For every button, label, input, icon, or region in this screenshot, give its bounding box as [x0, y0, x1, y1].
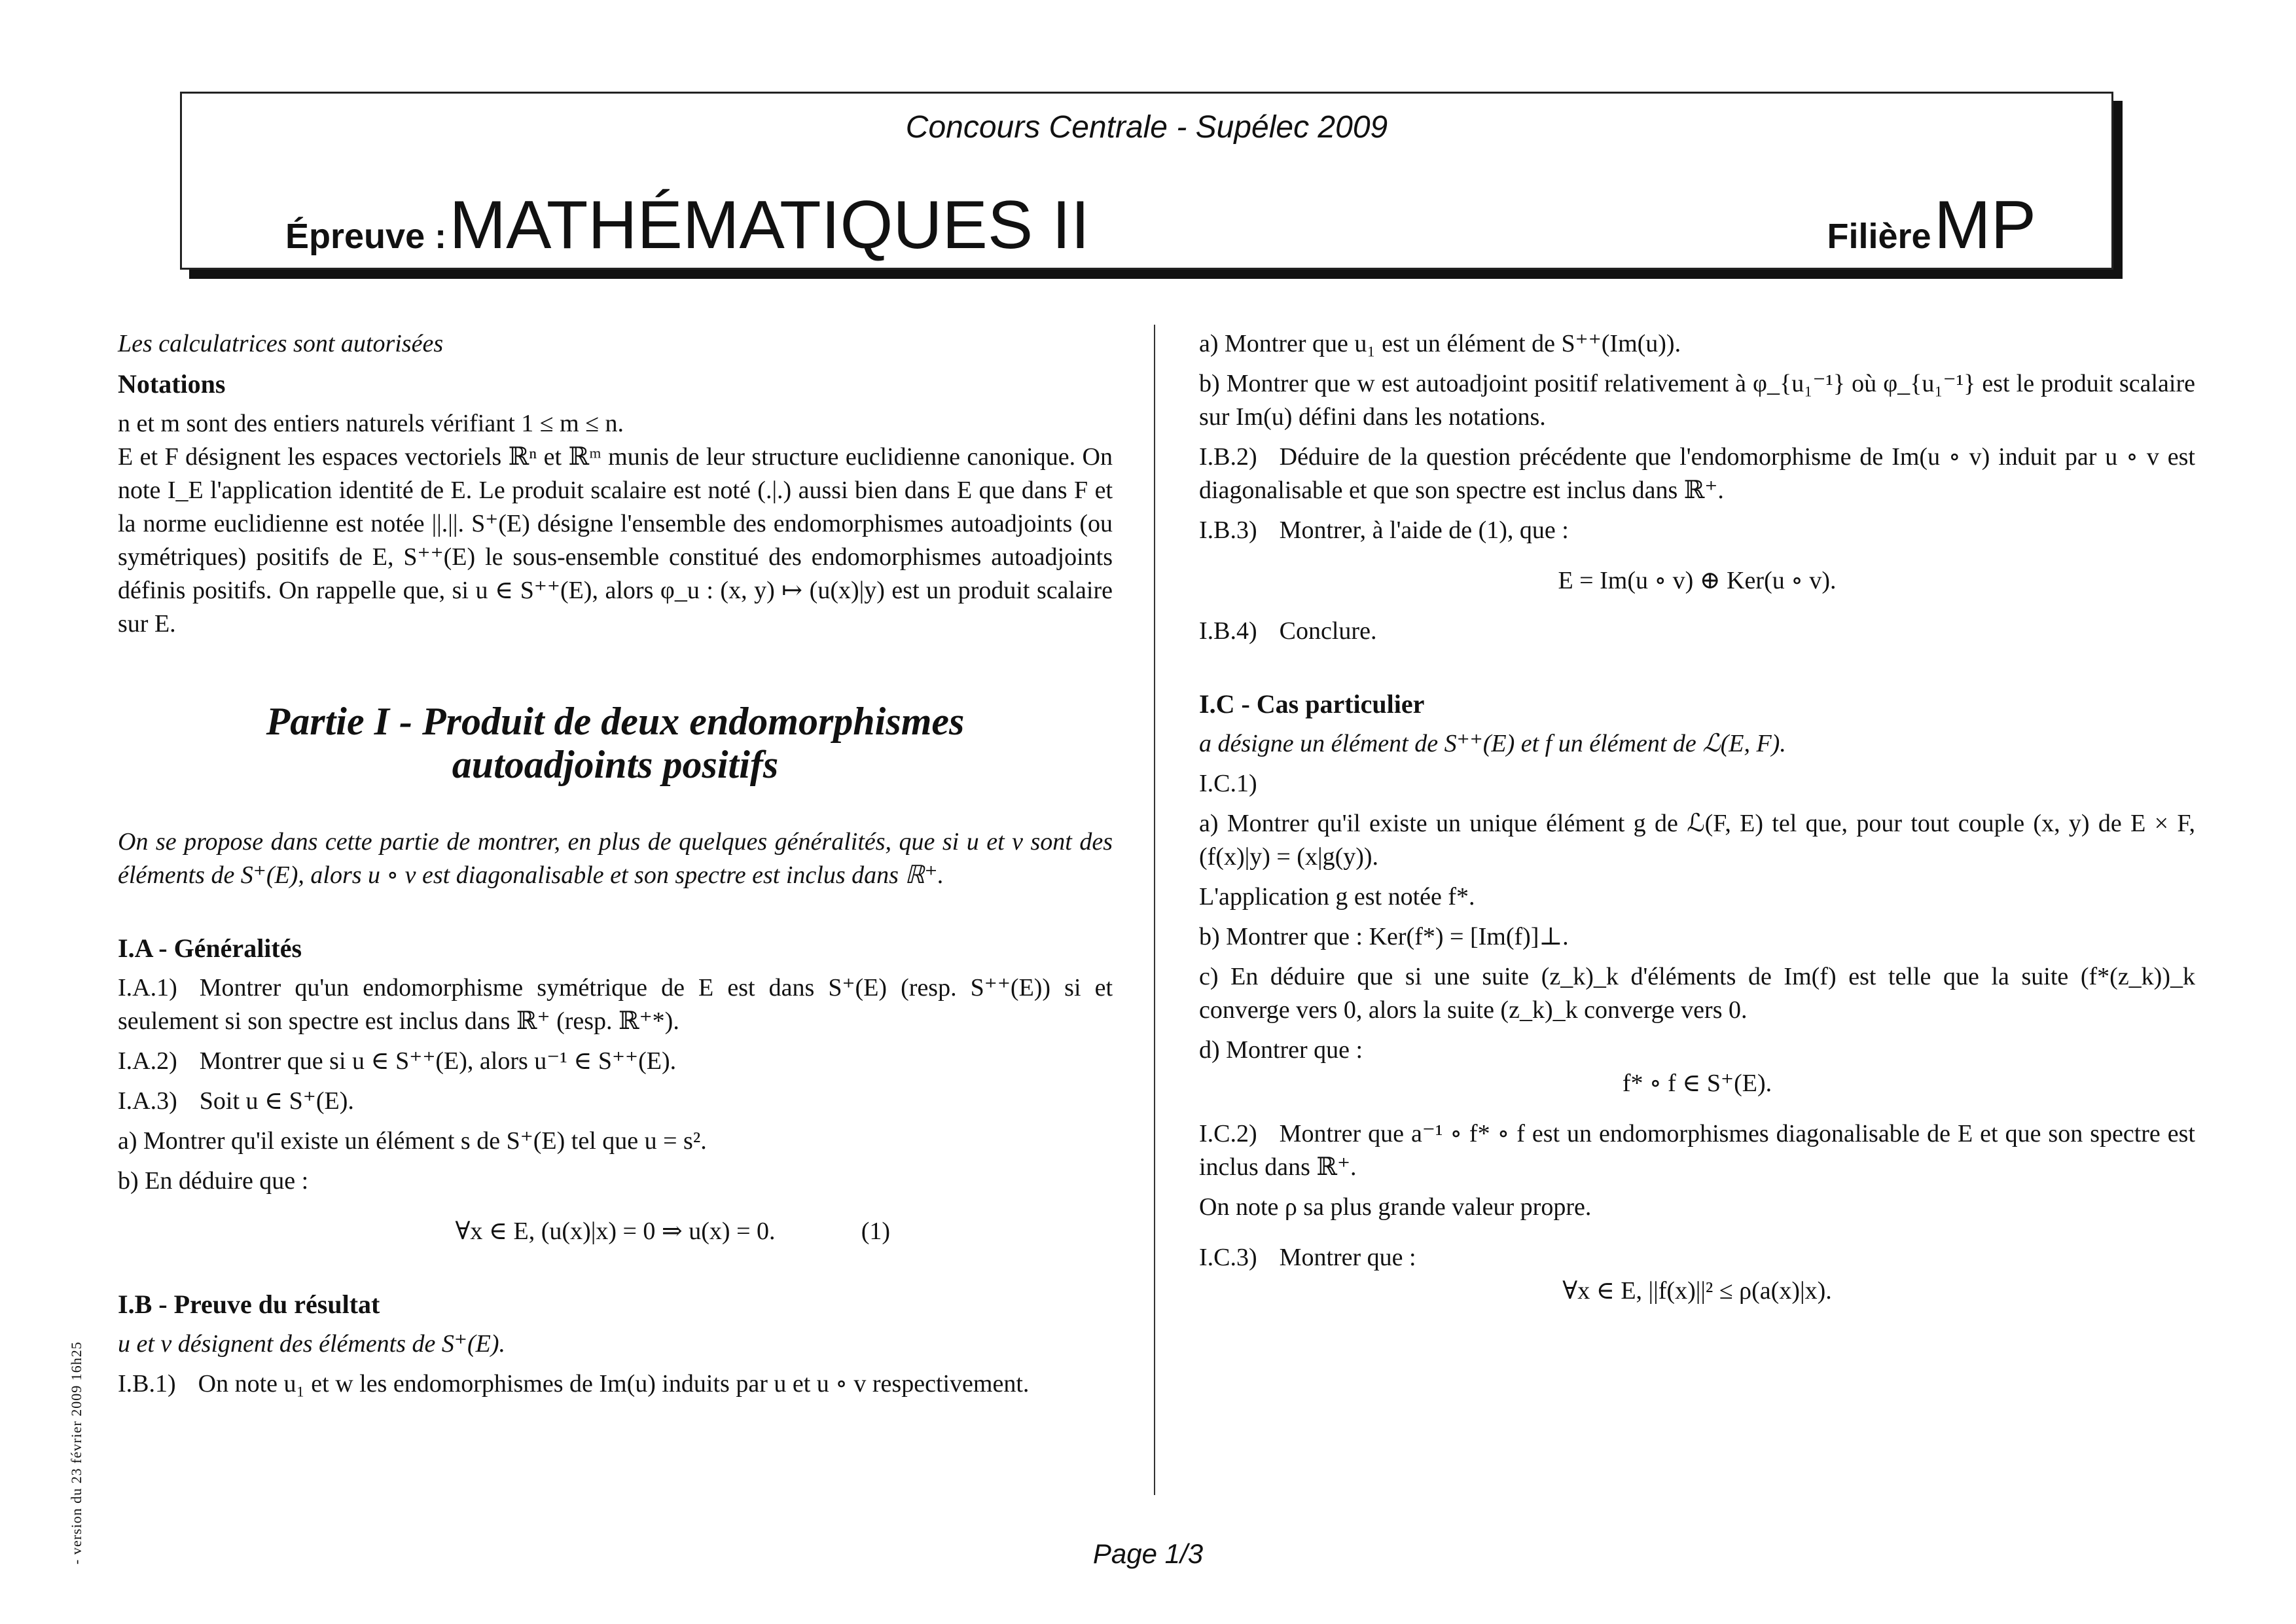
equation-4: ∀x ∈ E, ||f(x)||² ≤ ρ(a(x)|x).: [1562, 1277, 1832, 1305]
equation-2: E = Im(u ∘ v) ⊕ Ker(u ∘ v).: [1558, 567, 1837, 594]
question-number: I.A.2): [118, 1047, 177, 1075]
question-IB1a: a) Montrer que u₁ est un élément de S⁺⁺(Im(u)).: [1199, 330, 1681, 357]
equation-3: f* ∘ f ∈ S⁺(E).: [1622, 1070, 1772, 1097]
question-text: Déduire de la question précédente que l'endomorphisme de Im(u ∘ v) induit par u ∘ v est diagonalisable et que son spectre est inclus dans ℝ⁺.: [1199, 443, 2195, 504]
question-IB3: [1199, 514, 2195, 547]
question-text: Soit u ∈ S⁺(E).: [199, 1087, 354, 1115]
notations-p2: E et F désignent les espaces vectoriels ℝⁿ et ℝᵐ munis de leur structure euclidienne canonique. On note I_E l'application identité de E. Le produit scalaire est noté (.|.) aussi bien dans E que dans F et la norme euclidienne est notée ||.||. S⁺(E) désigne l'ensemble des endomorphismes autoadjoints (ou symétriques) positifs de E, S⁺⁺(E) le sous-ensemble constitué des endomorphismes autoadjoints définis positifs. On rappelle que, si u ∈ S⁺⁺(E), alors φ_u : (x, y) ↦ (u(x)|y) est un produit scalaire sur E.: [118, 443, 1113, 638]
section-IC-title: I.C - Cas particulier: [1199, 689, 1425, 719]
notations-title: Notations: [118, 369, 226, 399]
question-number: I.B.2): [1199, 443, 1257, 471]
question-IA3b: b) En déduire que :: [118, 1167, 309, 1195]
question-text: On note u₁ et w les endomorphismes de Im(u) induits par u et u ∘ v respectivement.: [198, 1370, 1030, 1398]
question-IB2: [1199, 441, 2195, 507]
section-IA-title: I.A - Généralités: [118, 933, 302, 963]
question-IB1: [118, 1367, 1113, 1401]
question-IB4: [1199, 615, 2195, 648]
question-IB1b: b) Montrer que w est autoadjoint positif relativement à φ_{u₁⁻¹} où φ_{u₁⁻¹} est le produit scalaire sur Im(u) défini dans les notations.: [1199, 370, 2195, 431]
question-IC2: [1199, 1117, 2195, 1184]
question-IC1a-note: L'application g est notée f*.: [1199, 883, 1475, 911]
question-IC1a: a) Montrer qu'il existe un unique élément g de ℒ(F, E) tel que, pour tout couple (x, y) de E × F, (f(x)|y) = (x|g(y)).: [1199, 810, 2195, 871]
contest-title: Concours Centrale - Supélec 2009: [905, 110, 1388, 145]
part-intro: On se propose dans cette partie de montrer, en plus de quelques généralités, que si u et v sont des éléments de S⁺(E), alors u ∘ v est diagonalisable et son spectre est inclus dans ℝ⁺.: [118, 828, 1113, 889]
epreuve: [285, 187, 1090, 264]
question-text: Montrer que a⁻¹ ∘ f* ∘ f est un endomorphismes diagonalisable de E et que son spectre est inclus dans ℝ⁺.: [1199, 1120, 2195, 1181]
question-IA3: [118, 1085, 1113, 1118]
question-number: I.A.3): [118, 1087, 177, 1115]
notations-p1: n et m sont des entiers naturels vérifiant 1 ≤ m ≤ n.: [118, 410, 624, 437]
column-divider: [1154, 325, 1155, 1495]
filiere-value: MP: [1934, 187, 2036, 263]
question-IA3a: a) Montrer qu'il existe un élément s de S⁺(E) tel que u = s².: [118, 1127, 707, 1155]
equation-text: ∀x ∈ E, (u(x)|x) = 0 ⇒ u(x) = 0.: [455, 1218, 776, 1245]
question-IA2: [118, 1045, 1113, 1078]
epreuve-label: Épreuve :: [285, 217, 447, 256]
part-title-line1: Partie I - Produit de deux endomorphismes: [266, 700, 965, 743]
question-IC1c: c) En déduire que si une suite (z_k)_k d'éléments de Im(f) est telle que la suite (f*(z_k))_k converge vers 0, alors la suite (z_k)_k converge vers 0.: [1199, 963, 2195, 1024]
question-IC1d: d) Montrer que :: [1199, 1036, 1363, 1064]
question-IC1b: b) Montrer que : Ker(f*) = [Im(f)]⊥.: [1199, 923, 1569, 950]
question-number: I.B.4): [1199, 617, 1257, 645]
question-text: Montrer, à l'aide de (1), que :: [1279, 516, 1569, 544]
question-text: Conclure.: [1279, 617, 1377, 645]
section-IB-intro: u et v désignent des éléments de S⁺(E).: [118, 1330, 505, 1358]
right-column: [1199, 327, 2195, 1308]
question-text: Montrer que si u ∈ S⁺⁺(E), alors u⁻¹ ∈ S⁺⁺(E).: [199, 1047, 677, 1075]
left-column: [118, 327, 1113, 1401]
epreuve-value: MATHÉMATIQUES II: [449, 187, 1090, 263]
question-IC3: [1199, 1241, 2195, 1274]
page-number: Page 1/3: [1092, 1538, 1204, 1569]
question-IA1: [118, 971, 1113, 1038]
question-text: Montrer que :: [1279, 1244, 1416, 1271]
question-number: I.B.1): [118, 1370, 176, 1398]
question-IC1-number: I.C.1): [1199, 770, 1257, 797]
question-number: I.C.3): [1199, 1244, 1257, 1271]
version-note: - version du 23 février 2009 16h25: [68, 1341, 84, 1564]
part-title-line2: autoadjoints positifs: [452, 743, 779, 786]
calculator-note: Les calculatrices sont autorisées: [118, 330, 444, 357]
question-IC2-note: On note ρ sa plus grande valeur propre.: [1199, 1193, 1592, 1221]
question-number: I.B.3): [1199, 516, 1257, 544]
section-IC-intro: a désigne un élément de S⁺⁺(E) et f un élément de ℒ(E, F).: [1199, 730, 1786, 757]
equation-tag: (1): [861, 1218, 890, 1245]
exam-header: [180, 92, 2113, 270]
question-text: Montrer qu'un endomorphisme symétrique de E est dans S⁺(E) (resp. S⁺⁺(E)) si et seulement si son spectre est inclus dans ℝ⁺ (resp. ℝ⁺*).: [118, 974, 1113, 1035]
filiere-label: Filière: [1827, 217, 1931, 256]
question-number: I.A.1): [118, 974, 177, 1001]
section-IB-title: I.B - Preuve du résultat: [118, 1290, 380, 1319]
question-number: I.C.2): [1199, 1120, 1257, 1147]
equation-1: [118, 1215, 1113, 1248]
filiere: [1827, 187, 2036, 264]
